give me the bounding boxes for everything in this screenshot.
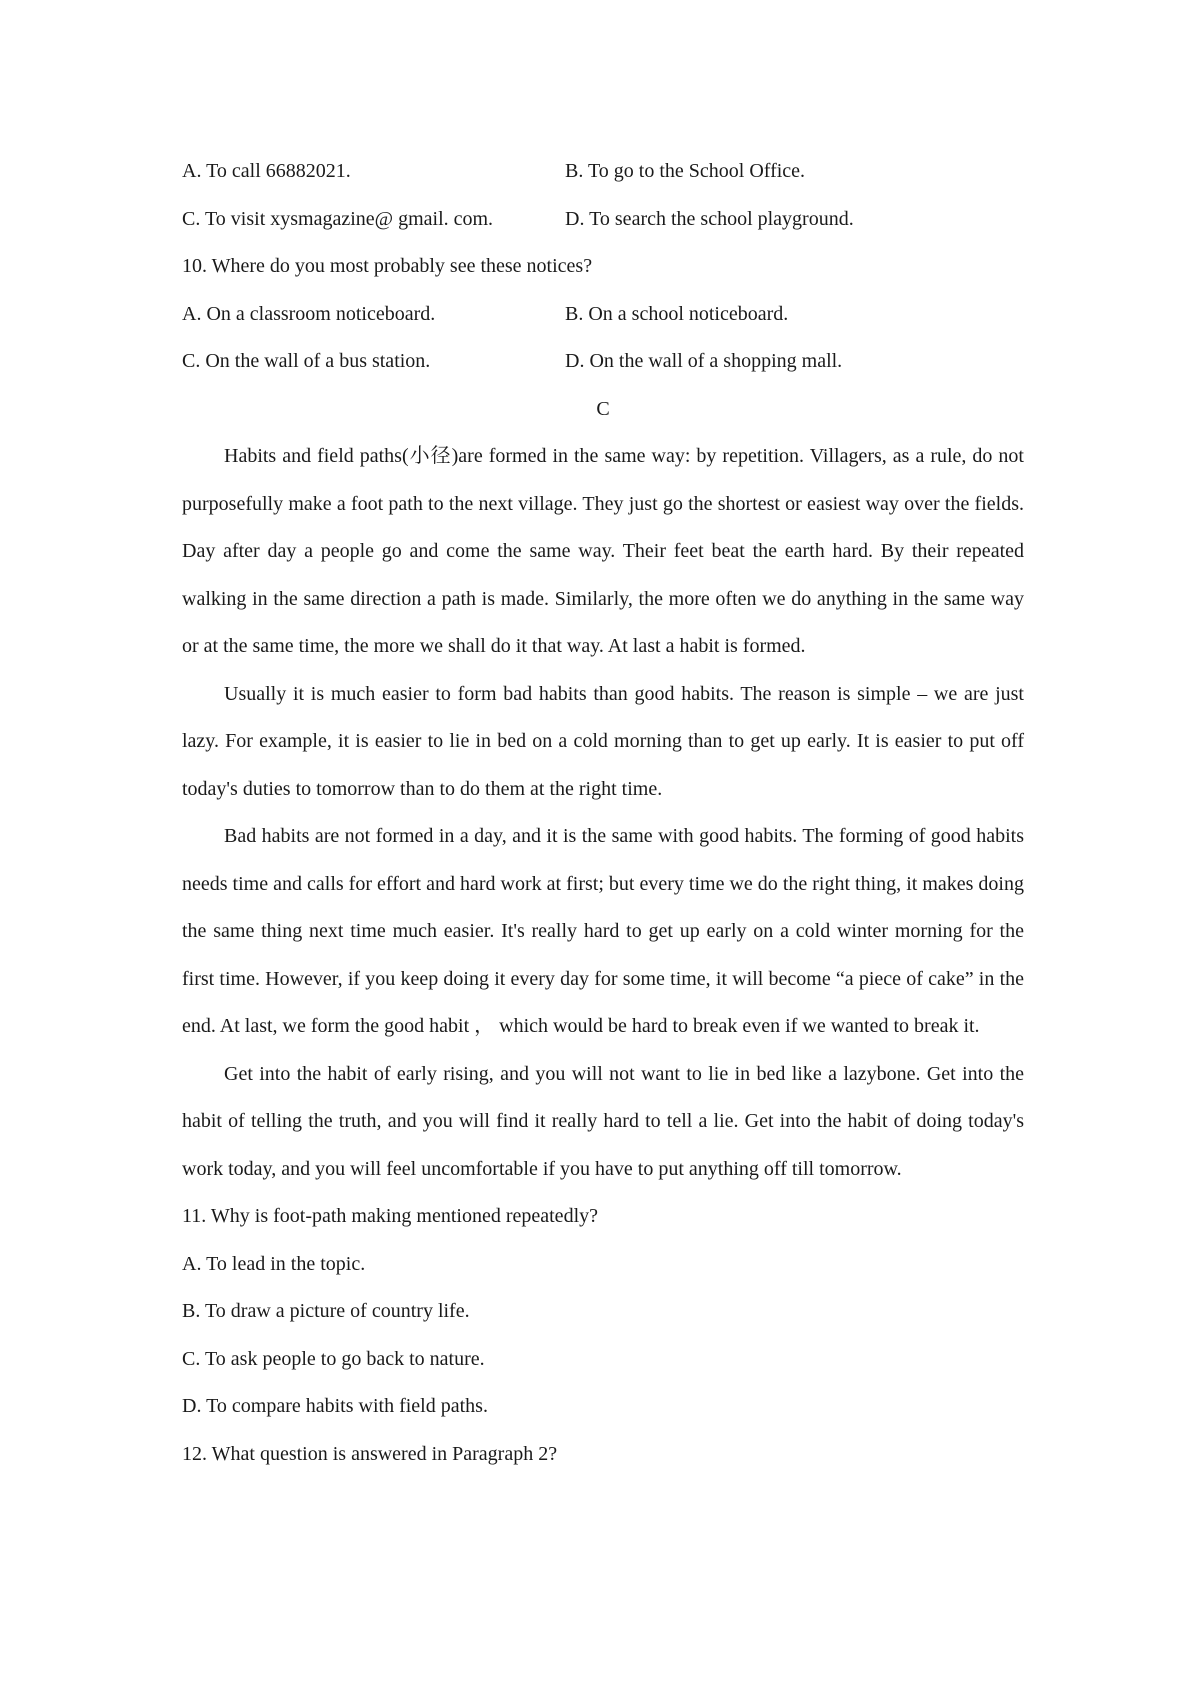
q11-question: 11. Why is foot-path making mentioned repeatedly?: [182, 1205, 598, 1227]
q10-option-b: B. On a school noticeboard.: [565, 302, 789, 325]
q9-option-c: C. To visit xysmagazine@ gmail. com.: [182, 207, 494, 230]
q11-option-a: A. To lead in the topic.: [182, 1252, 366, 1275]
q10-options-row-2: [182, 338, 1024, 386]
q9-option-a: A. To call 66882021.: [182, 160, 351, 182]
document-page: [182, 148, 1024, 1478]
section-title: C: [596, 397, 610, 420]
q10-option-d: D. On the wall of a shopping mall.: [565, 350, 843, 372]
q10-option-a: A. On a classroom noticeboard.: [182, 302, 436, 325]
q10-question: 10. Where do you most probably see these notices?: [182, 255, 593, 277]
passage-paragraph-1: Habits and field paths(小径)are formed in the same way: by repetition. Villagers, as a rule, do not purposefully make a foot path to the next village. They just go the shortest or easiest way over the fields. Day after day a people go and come the same way. Their feet beat the earth hard. By their repeated walking in the same direction a path is made. Similarly, the more often we do anything in the same way or at the same time, the more we shall do it that way. At last a habit is formed.: [182, 445, 1024, 657]
q11-option-d: D. To compare habits with field paths.: [182, 1395, 488, 1417]
passage-paragraph-3: Bad habits are not formed in a day, and it is the same with good habits. The forming of good habits needs time and calls for effort and hard work at first; but every time we do the right thing, it makes doing the same thing next time much easier. It's really hard to get up early on a cold winter morning for the first time. However, if you keep doing it every day for some time, it will become “a piece of cake” in the end. At last, we form the good habit ， which would be hard to break even if we wanted to break it.: [182, 825, 1024, 1037]
q9-option-d: D. To search the school playground.: [565, 207, 854, 230]
passage-paragraph-4: Get into the habit of early rising, and you will not want to lie in bed like a lazybone. Get into the habit of telling the truth, and you will find it really hard to tell a lie. Get into the habit of doing today's work today, and you will feel uncomfortable if you have to put anything off till tomorrow.: [182, 1062, 1024, 1180]
q9-options-row-1: [182, 148, 1024, 196]
q9-option-b: B. To go to the School Office.: [565, 160, 806, 182]
q10-option-c: C. On the wall of a bus station.: [182, 350, 431, 372]
q11-option-c: C. To ask people to go back to nature.: [182, 1347, 485, 1370]
q11-option-b: B. To draw a picture of country life.: [182, 1300, 470, 1322]
q12-question: 12. What question is answered in Paragraph 2?: [182, 1442, 558, 1465]
passage-paragraph-2: Usually it is much easier to form bad habits than good habits. The reason is simple – we are just lazy. For example, it is easier to lie in bed on a cold morning than to get up early. It is easier to put off today's duties to tomorrow than to do them at the right time.: [182, 682, 1024, 800]
q9-options-row-2: [182, 196, 1024, 244]
q10-options-row-1: [182, 291, 1024, 339]
